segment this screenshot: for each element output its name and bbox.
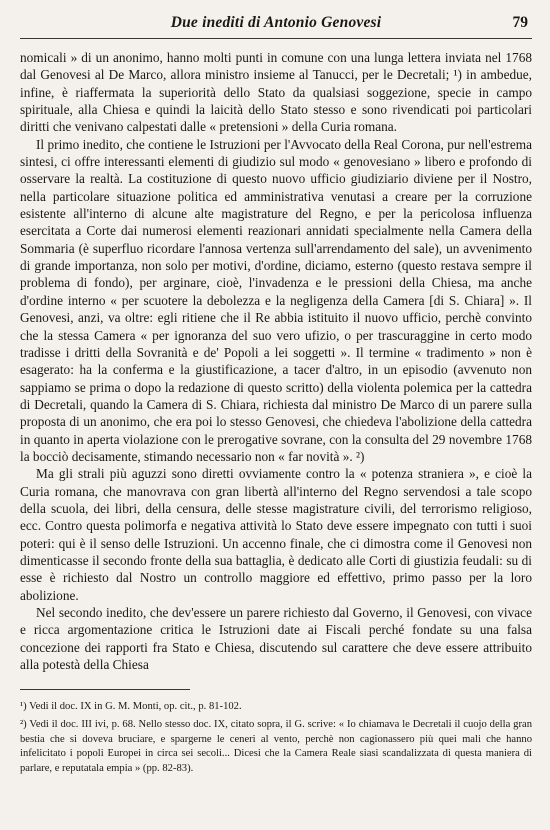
paragraph-2: Il primo inedito, che contiene le Istruzioni per l'Avvocato della Real Corona, pur nell'estrema sintesi, ci offre interessanti elementi di giudizio sul modo « genovesiano » libero e profondo di osservare la realtà. La costituzione di questo nuovo ufficio giudiziario diviene per il Nostro, nella particolare situazione politica ed amministrativa venutasi a creare per la corruzione esistente all'interno di alcune alte magistrature del Regno, e per la pericolosa influenza esercitata a Corte dai numerosi elementi reazionari annidati specialmente nella Camera della Sommaria (è superfluo ricordare l'annosa vertenza sull'arrendamento del sale), un avvenimento di grande importanza, non solo per motivi, d'ordine, diciamo, esterno (questo restava sempre il problema di fondo), per arginare, cioè, l'invadenza e le pressioni della Chiesa, ma anche d'ordine interno « per scuotere la debolezza e la negligenza della Camera [di S. Chiara] ». Il Genovesi, anzi, va oltre: egli ritiene che il Re abbia istituito il nuovo ufficio, perchè convinto che la stessa Camera « per ignoranza del suo vero ufizio, o per trascuraggine in certo modo tradisse i dritti della Sovranità e de' Popoli a lei soggetti ». Il termine « tradimento » non è esagerato: ha la conferma e la giustificazione, a tacer d'altro, in un episodio (avvenuto non sappiamo se prima o dopo la redazione di questo scritto) della violenta polemica per la cattedra di Decretali, quando la Camera di S. Chiara, richiesta dal ministro De Marco di un parere sulla proposta di un anonimo, che era poi lo stesso Genovesi, che chiedeva l'abolizione della cattedra in quanto in aperta violazione con le prerogative sovrane, con la consulta del 29 novembre 1768 la bocciò decisamente, stimando necessario non « far novità ». ²) (20, 136, 532, 464)
footnote-2: ²) Vedi il doc. III ivi, p. 68. Nello stesso doc. IX, citato sopra, il G. scrive: « Io chiamava le Decretali il cuojo della gran bestia che si doveva bruciare, e spargerne le ceneri al vento, perchè non cagionassero più quei mali che hanno infelicitato i popoli Europei in circa sei secoli... Dicesi che la Camera Reale siasi scandalizzata di questa maniera di parlare, e reputatala empia » (pp. 82-83). (20, 718, 532, 774)
running-title: Due inediti di Antonio Genovesi (170, 14, 382, 31)
page-number: 79 (512, 14, 528, 31)
footnotes (20, 700, 532, 776)
main-text (20, 49, 532, 673)
footnote-divider (20, 689, 190, 690)
page-header (20, 12, 532, 39)
paragraph-3: Ma gli strali più aguzzi sono diretti ovviamente contro la « potenza straniera », e cioè la Curia romana, che manovrava con gran libertà all'interno del Regno servendosi a tale scopo della scuola, dei libri, della censura, delle stesse magistrature civili, del terrorismo religioso, ecc. Contro questa polimorfa e negativa attività lo Stato deve essere impegnato con tutti i suoi poteri: qui è il senso delle Istruzioni. Un accenno finale, che ci dimostra come il Genovesi non dimenticasse il secondo fronte della sua battaglia, è dedicato alle Corti di giustizia feudali: su di esse è richiesto dal Nostro un controllo maggiore ed effettivo, primo passo per la loro abolizione. (20, 466, 532, 603)
paragraph-1: nomicali » di un anonimo, hanno molti punti in comune con una lunga lettera inviata nel 1768 dal Genovesi al De Marco, allora ministro insieme al Tanucci, per le Decretali; ¹) in ambedue, infine, è riaffermata la superiorità dello Stato da qualsiasi soggezione, specie in campo spirituale, alla Chiesa e quindi la laicità dello Stato stesso e sono rivendicati poi particolari diritti che venivano calpestati dalle « pretensioni » della Curia romana. (20, 50, 532, 135)
footnote-1: ¹) Vedi il doc. IX in G. M. Monti, op. cit., p. 81-102. (20, 701, 242, 713)
paragraph-4: Nel secondo inedito, che dev'essere un parere richiesto dal Governo, il Genovesi, con vivace e ricca argomentazione critica le Istruzioni date ai Fiscali perché fondate su una falsa concezione dei rapporti fra Stato e Chiesa, discutendo sul carattere che deve essere attribuito alla potestà della Chiesa (20, 605, 532, 673)
